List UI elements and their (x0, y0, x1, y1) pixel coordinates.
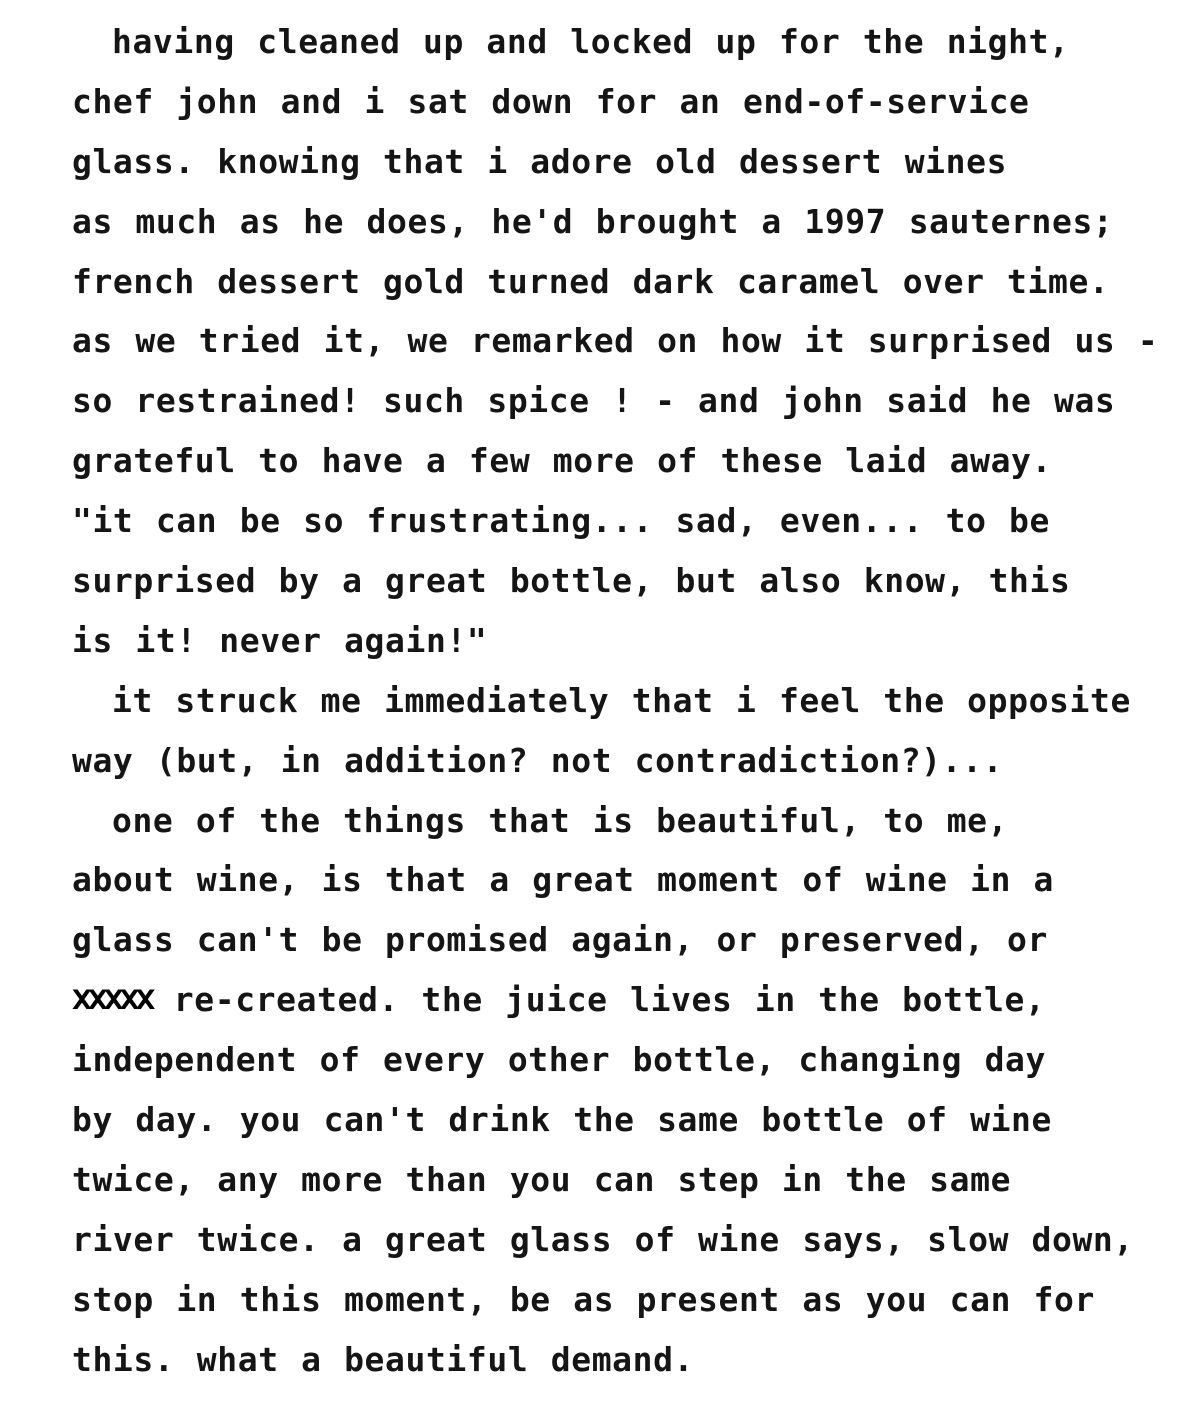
text-line: grateful to have a few more of these laid away. (72, 441, 1052, 481)
text-line: this. what a beautiful demand. (72, 1339, 695, 1379)
struck-out-text: XXXXX (72, 984, 152, 1016)
text-line-with-strikeout (72, 970, 1172, 1030)
text-line: it struck me immediately that i feel the opposite (112, 680, 1131, 720)
text-line: by day. you can't drink the same bottle of wine (72, 1100, 1052, 1140)
text-line: way (but, in addition? not contradiction?)... (72, 740, 1004, 780)
text-line-remainder: re-created. the juice lives in the bottle, (151, 980, 1046, 1020)
text-line: chef john and i sat down for an end-of-service (72, 81, 1030, 121)
text-line: river twice. a great glass of wine says, slow down, (72, 1219, 1134, 1259)
text-line: one of the things that is beautiful, to me, (112, 800, 1009, 840)
text-line: french dessert gold turned dark caramel over time. (72, 261, 1110, 301)
typescript-body (72, 12, 1172, 1389)
text-line: so restrained! such spice ! - and john said he was (72, 381, 1116, 421)
text-line: about wine, is that a great moment of wine in a (72, 860, 1054, 900)
text-line: having cleaned up and locked up for the night, (112, 22, 1070, 61)
text-line: glass can't be promised again, or preserved, or (72, 920, 1048, 960)
text-line: as we tried it, we remarked on how it surprised us - (72, 321, 1159, 361)
text-line: glass. knowing that i adore old dessert wines (72, 141, 1008, 181)
text-line: as much as he does, he'd brought a 1997 sauternes; (72, 201, 1114, 241)
text-line: twice, any more than you can step in the same (72, 1159, 1012, 1199)
text-line: independent of every other bottle, changing day (72, 1040, 1046, 1080)
text-line: is it! never again!" (72, 620, 488, 660)
text-line: stop in this moment, be as present as you can for (72, 1279, 1095, 1319)
text-line: surprised by a great bottle, but also know, this (72, 561, 1071, 601)
text-line: "it can be so frustrating... sad, even... to be (72, 501, 1050, 541)
